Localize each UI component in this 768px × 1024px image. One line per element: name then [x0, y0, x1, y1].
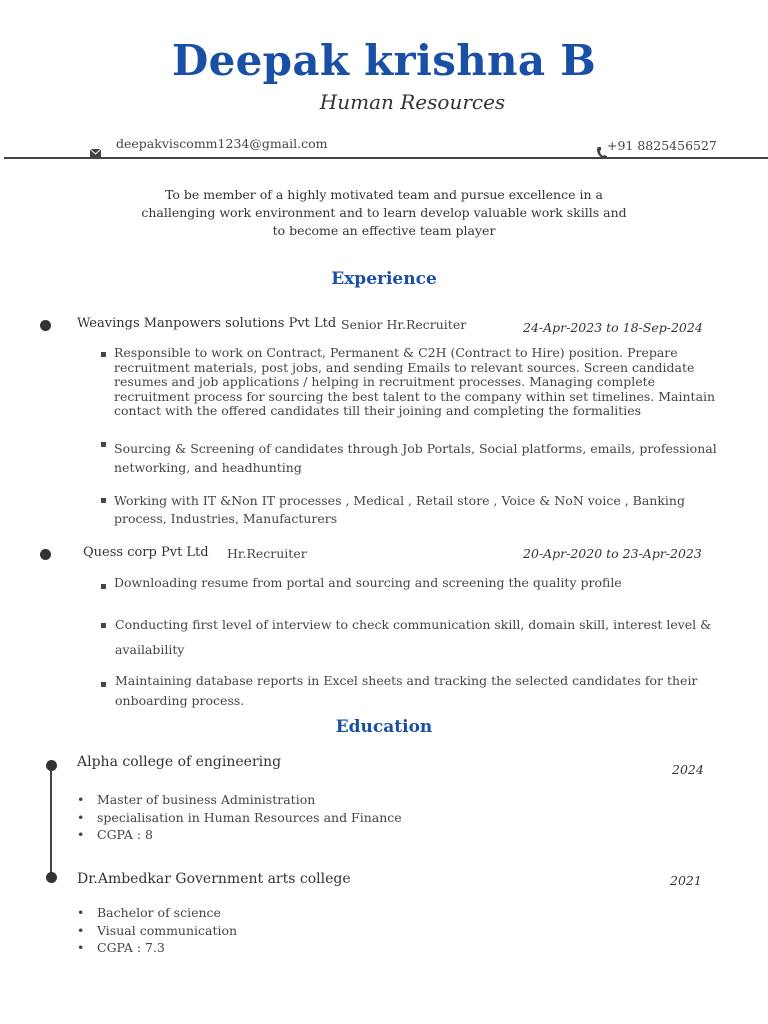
job-dates: 24-Apr-2023 to 18-Sep-2024: [523, 320, 703, 335]
job-dates: 20-Apr-2020 to 23-Apr-2023: [523, 546, 702, 561]
list-item: ▪ Downloading resume from portal and sourcing and screening the quality profile: [100, 575, 622, 592]
envelope-icon: [90, 143, 101, 162]
list-item: • specialisation in Human Resources and Finance: [77, 809, 402, 825]
candidate-name: Deepak krishna B: [171, 36, 597, 85]
job-position: Senior Hr.Recruiter: [341, 317, 467, 332]
list-item: • CGPA : 7.3: [77, 940, 165, 955]
list-item: • Bachelor of science: [77, 905, 221, 920]
degree-list: [77, 904, 497, 957]
timeline-dot: [46, 872, 57, 883]
list-item: ▪ Conducting first level of interview to check communication skill, domain skill, interest level & availability: [100, 617, 712, 657]
list-item: ▪ Responsible to work on Contract, Permanent & C2H (Contract to Hire) position. Prepare recruitment materials, post jobs, and sending Emails to relevant sources. Screen candidate resumes and job applications / helping in recruitment processes. Managing complete recruitment process for sourcing the best talent to the company within set timelines. Maintain contact with the offered candidates till their joining and completing the formalities: [100, 345, 716, 418]
company-name: Quess corp Pvt Ltd: [83, 545, 209, 560]
list-item: ▪ Sourcing & Screening of candidates through Job Portals, Social platforms, emails, professional networking, and headhunting: [100, 439, 717, 475]
graduation-year: 2024: [672, 762, 704, 777]
phone-number[interactable]: +91 8825456527: [607, 138, 717, 153]
timeline-dot: [40, 320, 51, 331]
list-item: • Visual communication: [77, 922, 238, 938]
list-item: • CGPA : 8: [77, 827, 153, 842]
experience-heading: Experience: [331, 269, 437, 289]
job-title: Human Resources: [319, 90, 506, 114]
job-position: Hr.Recruiter: [227, 546, 307, 561]
degree-list: [77, 791, 497, 844]
graduation-year: 2021: [670, 873, 702, 888]
email-link[interactable]: deepakviscomm1234@gmail.com: [116, 136, 328, 151]
list-item: • Master of business Administration: [77, 792, 316, 807]
list-item: ▪ Working with IT &Non IT processes , Medical , Retail store , Voice & NoN voice , Banking process, Industries, Manufacturers: [100, 493, 685, 526]
list-item: ▪ Maintaining database reports in Excel sheets and tracking the selected candidates for their onboarding process.: [100, 673, 698, 708]
timeline-dot: [46, 760, 57, 771]
school-name: Alpha college of engineering: [77, 754, 282, 770]
school-name: Dr.Ambedkar Government arts college: [77, 871, 351, 887]
education-timeline: [50, 766, 52, 878]
timeline-dot: [40, 549, 51, 560]
header-divider: [4, 157, 768, 159]
objective-statement: To be member of a highly motivated team and pursue excellence in a challenging work environment and to learn develop valuable work skills and to become an effective team player: [141, 187, 627, 238]
education-heading: Education: [335, 717, 433, 737]
company-name: Weavings Manpowers solutions Pvt Ltd: [77, 316, 337, 331]
phone-icon: [597, 144, 607, 163]
